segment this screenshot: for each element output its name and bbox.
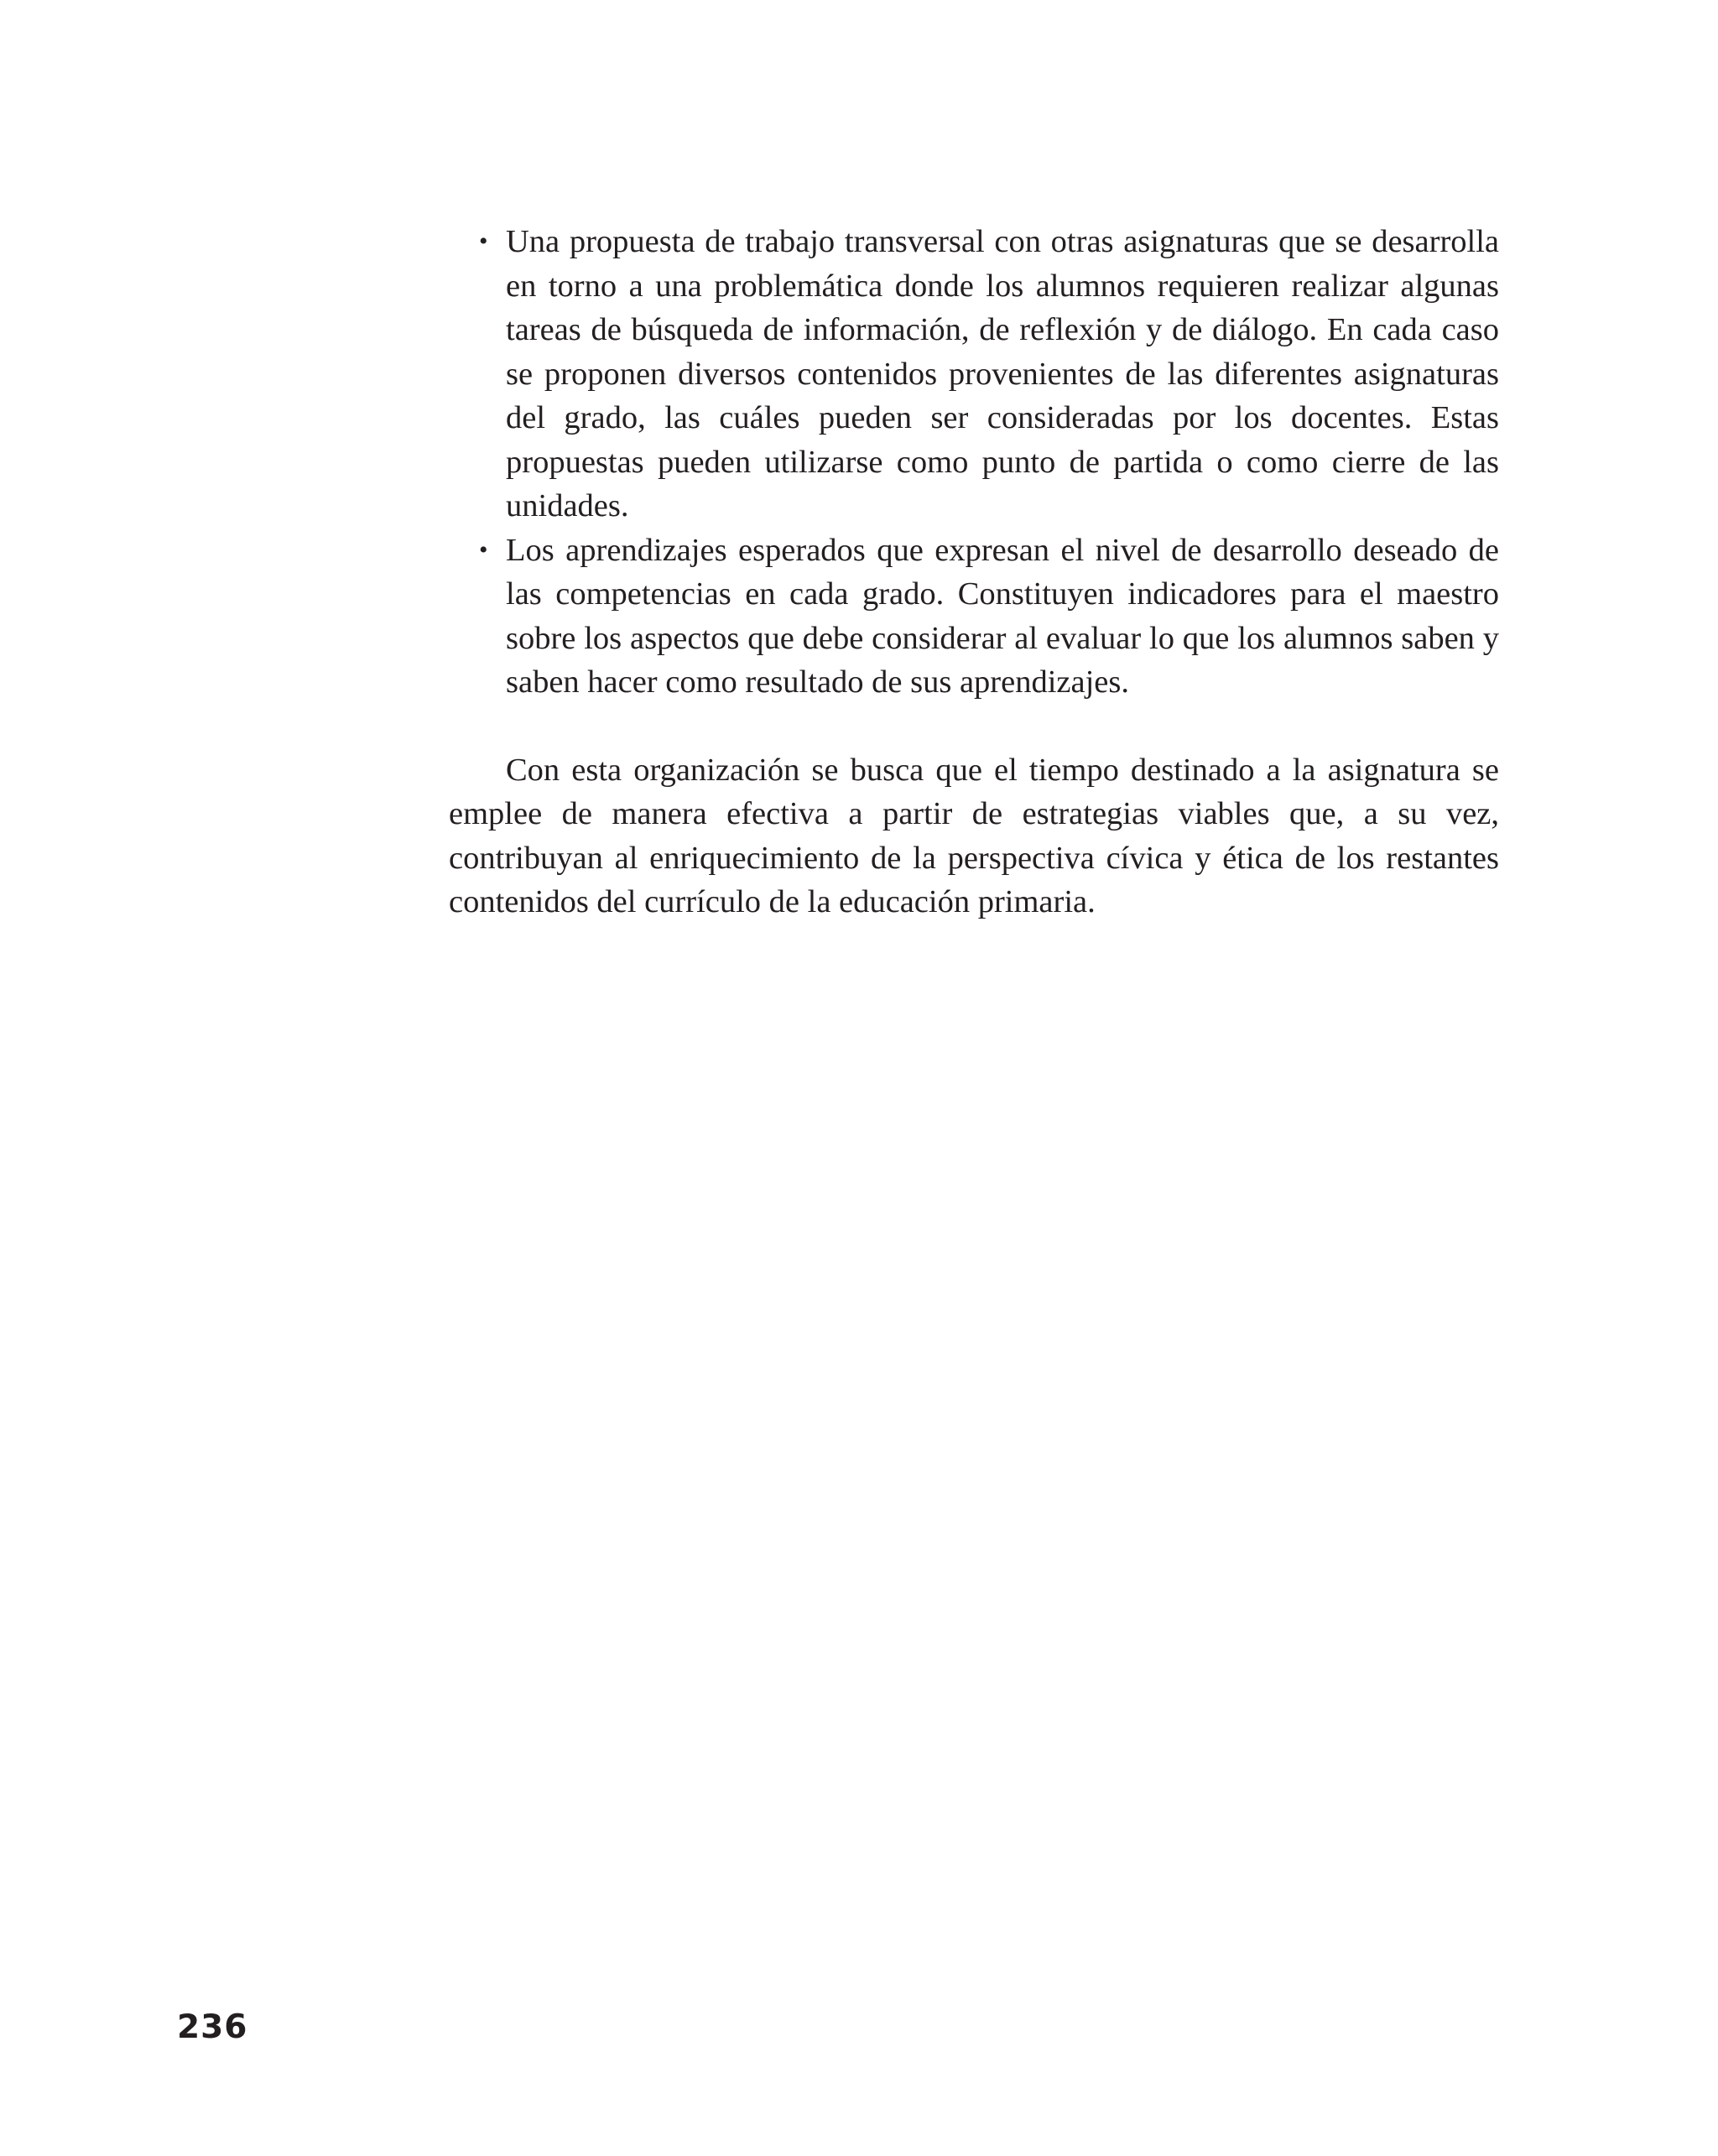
page-number: 236	[177, 2008, 248, 2046]
bullet-marker: •	[479, 535, 488, 564]
body-paragraph: Con esta organización se busca que el tiempo destinado a la asignatura se emplee de manera efectiva a partir de estrategias viables que, a su vez, contribuyan al enriquecimiento de la perspectiva cívica y ética de los restantes contenidos del currículo de la educación primaria.	[449, 752, 1499, 919]
list-item-text: Los aprendizajes esperados que expresan el nivel de desarrollo deseado de las competencias en cada grado. Constituyen indicadores para el maestro sobre los aspectos que debe considerar al evaluar lo que los alumnos saben y saben hacer como resultado de sus aprendizajes.	[506, 532, 1499, 700]
bullet-marker: •	[479, 227, 488, 255]
list-item	[449, 220, 1499, 529]
list-item-text: Una propuesta de trabajo transversal con otras asignaturas que se desarrolla en torno a una problemática donde los alumnos requieren realizar algunas tareas de búsqueda de información, de reflexión y de diálogo. En cada caso se proponen diversos contenidos provenientes de las diferentes asignaturas del grado, las cuáles pueden ser consideradas por los docentes. Estas propuestas pueden utilizarse como punto de partida o como cierre de las unidades.	[506, 224, 1499, 523]
bullet-list	[449, 220, 1499, 705]
list-item	[449, 529, 1499, 705]
body-text	[449, 220, 1499, 924]
